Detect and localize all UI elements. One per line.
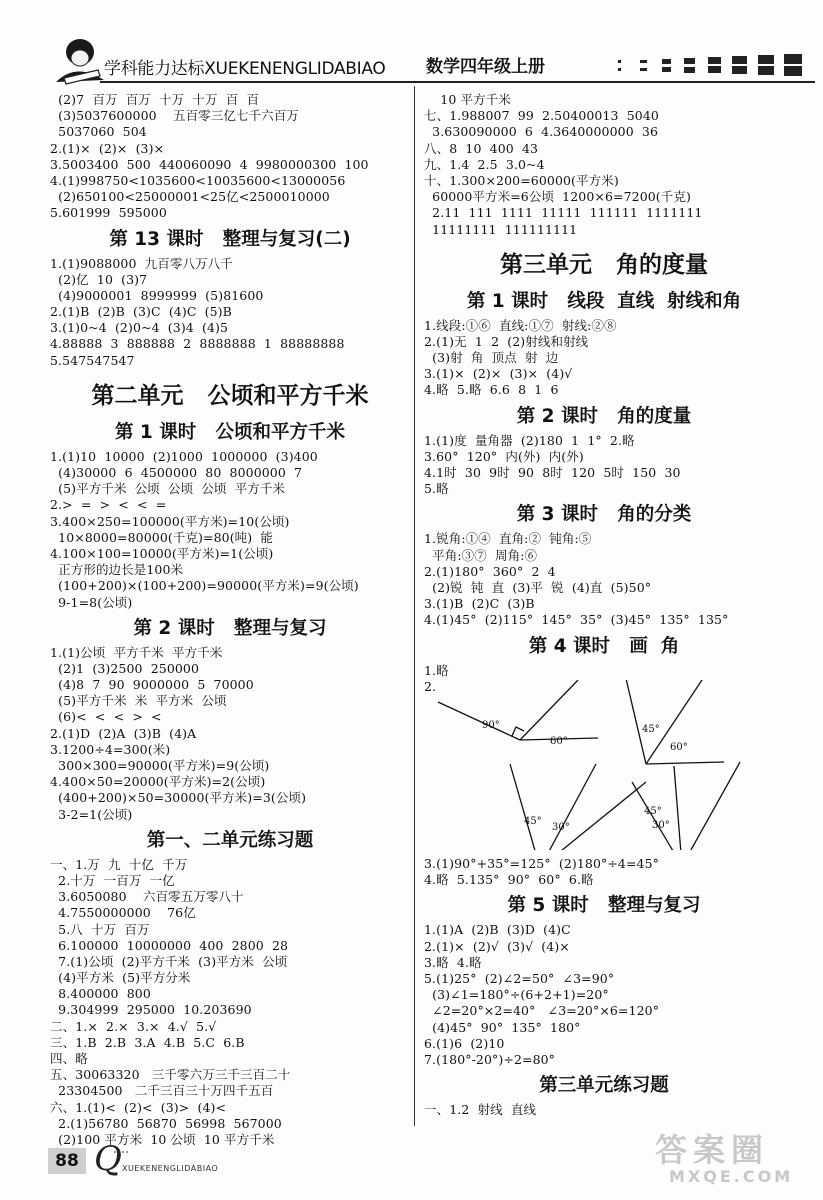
answer-line: 2.(1)× (2)√ (3)√ (4)× xyxy=(424,938,570,954)
page-number: 88 xyxy=(48,1148,86,1174)
answer-line: (2)650100<25000001<25亿<2500010000 xyxy=(50,189,330,205)
lesson-heading: 第 1 课时 公顷和平方千米 xyxy=(114,421,346,443)
answer-line: (5)平方千米 公顷 公顷 公顷 平方千米 xyxy=(50,481,286,497)
answer-line: 一、1.万 九 十亿 千万 xyxy=(50,856,188,872)
answer-line: 平角:③⑦ 周角:⑥ xyxy=(424,547,538,563)
answer-line: ∠2=20°×2=40° ∠3=20°×6=120° xyxy=(424,1003,660,1019)
answer-line: 5.601999 595000 xyxy=(50,205,167,221)
answer-line: 6.(1)6 (2)10 xyxy=(424,1035,505,1051)
answer-line: 2.(1)56780 56870 56998 567000 xyxy=(50,1115,282,1131)
answer-line: 3.(1)0~4 (2)0~4 (3)4 (4)5 xyxy=(50,320,229,336)
page-header xyxy=(0,0,823,86)
answer-line: 2.(1)B (2)B (3)C (4)C (5)B xyxy=(50,304,232,320)
answer-line: 11111111 111111111 xyxy=(424,221,578,237)
answer-line: 9.304999 295000 10.203690 xyxy=(50,1002,252,1018)
answer-line: 1.(1)A (2)B (3)D (4)C xyxy=(424,922,571,938)
answer-line: 2.(1)D (2)A (3)B (4)A xyxy=(50,725,197,741)
answer-line: 1.(1)度 量角器 (2)180 1 1° 2.略 xyxy=(424,432,635,448)
answer-line: 4.7550000000 76亿 xyxy=(50,905,196,921)
angle-label: 30° xyxy=(652,820,670,831)
answer-line: (4)平方米 (5)平方分米 xyxy=(50,970,191,986)
answer-line: 3.5003400 500 440060090 4 9980000300 100 xyxy=(50,156,369,172)
answer-line: 一、1.2 射线 直线 xyxy=(424,1102,537,1118)
right-column-bottom xyxy=(424,856,784,1118)
answer-line: (2)100 平方米 10 公顷 10 平方千米 xyxy=(50,1131,275,1147)
answer-line: (2)亿 10 (3)7 xyxy=(50,271,148,287)
answer-line: 1.线段:①⑥ 直线:①⑦ 射线:②⑧ xyxy=(424,317,617,333)
answer-line: 4.略 5.135° 90° 60° 6.略 xyxy=(424,872,594,888)
answer-line: 3.630090000 6 4.3640000000 36 xyxy=(424,124,659,140)
angle-label: 45° xyxy=(644,806,662,817)
answer-line: 七、1.988007 99 2.50400013 5040 xyxy=(424,108,659,124)
answer-line: 1.(1)9088000 九百零八万八千 xyxy=(50,255,233,271)
answer-line: 2.(1)无 1 2 (2)射线和射线 xyxy=(424,333,589,349)
column-divider xyxy=(414,86,415,1126)
answer-line: 3.400×250=100000(平方米)=10(公顷) xyxy=(50,513,290,529)
answer-line: 4.(1)45° (2)115° 145° 35° (3)45° 135° 135° xyxy=(424,612,729,628)
answer-line: (6)< < < > < xyxy=(50,709,162,725)
answer-line: 1.(1)公顷 平方千米 平方千米 xyxy=(50,644,223,660)
answer-line: 2. xyxy=(424,678,437,694)
answer-line: (2)7 百万 百万 十万 十万 百 百 xyxy=(50,92,260,107)
angle-label: 45° xyxy=(642,724,660,735)
answer-line: 9-1=8(公顷) xyxy=(50,594,133,610)
answer-line: 2.(1)180° 360° 2 4 xyxy=(424,563,556,579)
lesson-heading: 第 3 课时 角的分类 xyxy=(516,504,692,526)
answer-line: 23304500 二千三百三十万四千五百 xyxy=(50,1083,274,1099)
angle-label: 30° xyxy=(552,822,570,833)
answer-line: (2)1 (3)2500 250000 xyxy=(50,660,200,676)
answer-line: 10×8000=80000(千克)=80(吨) 能 xyxy=(50,529,274,545)
answer-line: (2)锐 钝 直 (3)平 锐 (4)直 (5)50° xyxy=(424,579,652,595)
answer-line: 6.100000 10000000 400 2800 28 xyxy=(50,937,289,953)
answer-line: 五、30063320 三千零六万三千三百二十 xyxy=(50,1067,291,1083)
lesson-heading: 第 1 课时 线段 直线 射线和角 xyxy=(466,290,742,312)
answer-line: (400+200)×50=30000(平方米)=3(公顷) xyxy=(50,790,307,806)
answer-line: 3.略 4.略 xyxy=(424,954,482,970)
answer-line: 10 平方千米 xyxy=(424,92,511,107)
answer-line: 3.(1)90°+35°=125° (2)180°÷4=45° xyxy=(424,856,660,871)
watermark-url: MXQE.COM xyxy=(669,1167,794,1186)
answer-line: 九、1.4 2.5 3.0~4 xyxy=(424,156,545,172)
answer-line: 5037060 504 xyxy=(50,124,147,140)
answer-line: 4.400×50=20000(平方米)=2(公顷) xyxy=(50,774,266,790)
header-rule xyxy=(100,81,815,83)
answer-line: 2.11 111 1111 11111 111111 1111111 xyxy=(424,205,703,221)
answer-line: 4.88888 3 888888 2 8888888 1 88888888 xyxy=(50,336,345,352)
decorative-bars-icon xyxy=(618,52,818,78)
left-column xyxy=(50,92,410,1148)
book-title: 数学四年级上册 xyxy=(426,57,545,77)
answer-line: 2.(1)× (2)× (3)× xyxy=(50,140,165,156)
right-column-top xyxy=(424,92,784,695)
answer-line: (4)9000001 8999999 (5)81600 xyxy=(50,287,264,303)
unit-heading: 第二单元 公顷和平方千米 xyxy=(91,382,369,409)
answer-line: 2.> = > < < = xyxy=(50,497,167,513)
answer-line: (5)平方千米 米 平方米 公顷 xyxy=(50,693,227,709)
answer-line: 3.1200÷4=300(米) xyxy=(50,741,171,757)
answer-line: 十、1.300×200=60000(平方米) xyxy=(424,172,619,188)
answer-line: 4.100×100=10000(平方米)=1(公顷) xyxy=(50,545,274,561)
answer-line: 4.(1)998750<1035600<10035600<13000056 xyxy=(50,172,346,188)
watermark xyxy=(655,1125,793,1186)
answer-line: 二、1.× 2.× 3.× 4.√ 5.√ xyxy=(50,1018,217,1034)
answer-line: 5.547547547 xyxy=(50,352,135,368)
watermark-title: 答案圈 xyxy=(655,1131,770,1169)
answer-line: 1.略 xyxy=(424,662,449,678)
answer-line: 3.6050080 六百零五万零八十 xyxy=(50,889,244,905)
answer-line: (3)射 角 顶点 射 边 xyxy=(424,350,559,366)
svg-text:Q: Q xyxy=(94,1140,122,1176)
answer-line: 5.八 十万 百万 xyxy=(50,921,150,937)
footer-brand: XUEKENENGLIDABIAO xyxy=(122,1164,219,1173)
answer-line: 60000平方米=6公顷 1200×6=7200(千克) xyxy=(424,189,691,205)
answer-line: 7.(1)公顷 (2)平方千米 (3)平方米 公顷 xyxy=(50,953,288,969)
lesson-heading: 第一、二单元练习题 xyxy=(146,829,314,851)
answer-line: 3-2=1(公顷) xyxy=(50,806,133,822)
angle-label: 60° xyxy=(550,736,568,747)
answer-line: 1.锐角:①④ 直角:② 钝角:⑤ xyxy=(424,531,592,547)
answer-line: 8.400000 800 xyxy=(50,986,151,1002)
answer-line: (4)45° 90° 135° 180° xyxy=(424,1019,581,1035)
answer-line: 5.(1)25° (2)∠2=50° ∠3=90° xyxy=(424,970,615,986)
answer-line: (3)∠1=180°÷(6+2+1)=20° xyxy=(424,987,609,1003)
answer-line: 300×300=90000(平方米)=9(公顷) xyxy=(50,758,270,773)
answer-line: 1.(1)10 10000 (2)1000 1000000 (3)400 xyxy=(50,448,318,464)
answer-line: (100+200)×(100+200)=90000(平方米)=9(公顷) xyxy=(50,578,359,594)
answer-line: 3.(1)B (2)C (3)B xyxy=(424,596,535,612)
answer-line: 四、略 xyxy=(50,1051,88,1066)
answer-line: (4)8 7 90 9000000 5 70000 xyxy=(50,677,254,693)
answer-line: 2.十万 一百万 一亿 xyxy=(50,872,175,888)
answer-line: 3.60° 120° 内(外) 内(外) xyxy=(424,448,584,464)
answer-line: 4.1时 30 9时 90 8时 120 5时 150 30 xyxy=(424,465,681,480)
answer-line: 4.略 5.略 6.6 8 1 6 xyxy=(424,382,559,398)
answer-line: 5.略 xyxy=(424,481,449,497)
lesson-heading: 第 5 课时 整理与复习 xyxy=(507,895,701,917)
lesson-heading: 第 2 课时 角的度量 xyxy=(516,405,692,427)
answer-line: 三、1.B 2.B 3.A 4.B 5.C 6.B xyxy=(50,1034,245,1050)
answer-line: 3.(1)× (2)× (3)× (4)√ xyxy=(424,366,573,382)
answer-line: 八、8 10 400 43 xyxy=(424,140,539,156)
answer-line: 六、1.(1)< (2)< (3)> (4)< xyxy=(50,1099,227,1115)
answer-line: (3)5037600000 五百零三亿七千六百万 xyxy=(50,108,299,124)
lesson-heading: 第 2 课时 整理与复习 xyxy=(133,617,327,639)
answer-line: (4)30000 6 4500000 80 8000000 7 xyxy=(50,465,303,480)
angle-label: 60° xyxy=(670,742,688,753)
angle-drawings-figure xyxy=(424,680,784,850)
angle-label: 90° xyxy=(482,720,500,731)
unit-heading: 第三单元 角的度量 xyxy=(499,251,709,278)
lesson-heading: 第三单元练习题 xyxy=(539,1075,669,1097)
lesson-heading: 第 4 课时 画 角 xyxy=(528,635,680,657)
answer-line: 7.(180°-20°)÷2=80° xyxy=(424,1051,556,1067)
lesson-heading: 第 13 课时 整理与复习(二) xyxy=(109,228,351,250)
angle-figure-1 xyxy=(438,680,598,740)
angle-label: 45° xyxy=(524,816,542,827)
answer-line: 正方形的边长是100米 xyxy=(50,562,184,578)
angle-figure-3 xyxy=(510,764,646,850)
series-title: 学科能力达标XUEKENENGLIDABIAO xyxy=(104,59,386,79)
